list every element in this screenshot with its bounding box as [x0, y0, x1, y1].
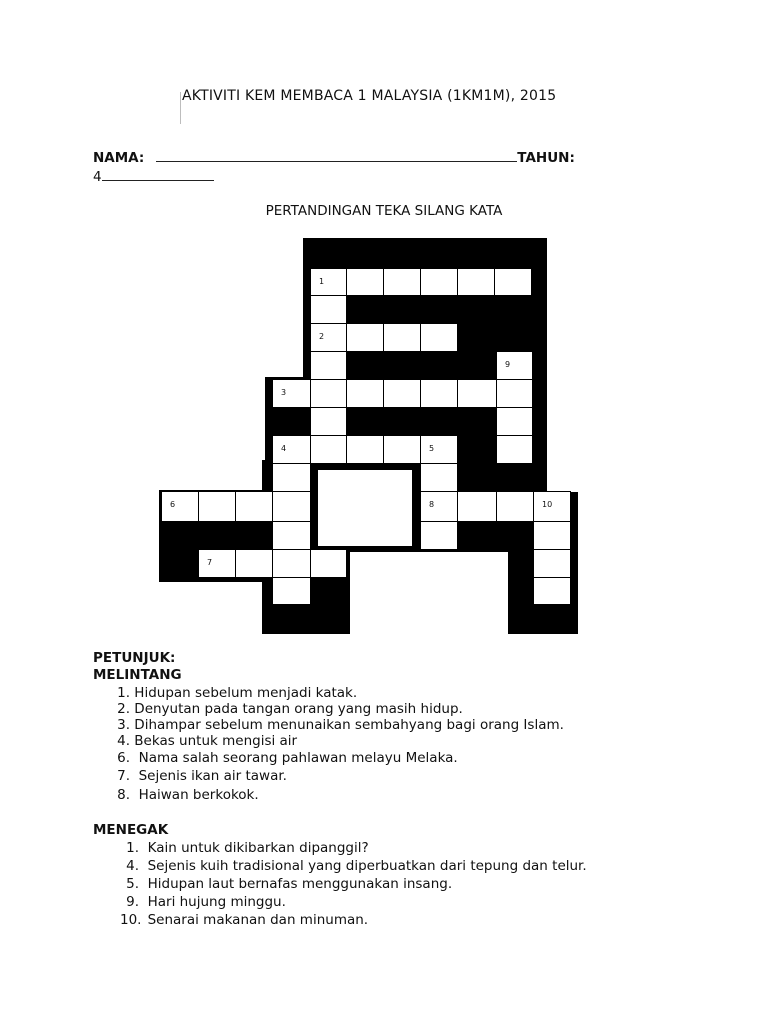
- grid-cell[interactable]: [496, 351, 533, 380]
- grid-cell[interactable]: [533, 521, 571, 550]
- clue-number: 3: [281, 388, 287, 397]
- grid-cell[interactable]: [310, 379, 347, 408]
- grid-cell[interactable]: [310, 323, 347, 352]
- puzzle-subtitle: PERTANDINGAN TEKA SILANG KATA: [265, 203, 503, 219]
- clue-number: 2: [319, 332, 325, 341]
- grid-cell[interactable]: [496, 407, 533, 436]
- clue-text: Dihampar sebelum menunaikan sembahyang bagi orang Islam.: [134, 717, 564, 733]
- grid-cell[interactable]: [420, 268, 458, 296]
- clue-number: 4: [281, 444, 287, 453]
- clue-text: Sejenis ikan air tawar.: [138, 768, 287, 784]
- name-blank-line[interactable]: [156, 149, 517, 162]
- list-item: [113, 701, 463, 717]
- clue-index: 3.: [117, 717, 130, 733]
- clue-index: 6.: [117, 750, 130, 766]
- grid-cell[interactable]: [310, 295, 347, 324]
- grid-cell[interactable]: [383, 323, 421, 352]
- grid-cell[interactable]: [457, 379, 497, 408]
- grid-cell[interactable]: [496, 435, 533, 464]
- grid-cell[interactable]: [161, 491, 199, 522]
- grid-cell[interactable]: [272, 435, 311, 464]
- grid-cell[interactable]: [310, 435, 347, 464]
- year-label: TAHUN:: [517, 150, 575, 166]
- clue-index: 4.: [126, 858, 139, 874]
- clue-index: 5.: [126, 876, 139, 892]
- list-item: [120, 912, 368, 928]
- grid-cell[interactable]: [383, 435, 421, 464]
- grid-cell[interactable]: [383, 379, 421, 408]
- grid-cell[interactable]: [533, 491, 571, 522]
- list-item: [120, 858, 587, 874]
- clue-text: Senarai makanan dan minuman.: [147, 912, 369, 928]
- grid-cell[interactable]: [272, 521, 311, 550]
- clue-text: Kain untuk dikibarkan dipanggil?: [147, 840, 369, 856]
- grid-cell[interactable]: [198, 491, 236, 522]
- name-label: NAMA:: [93, 150, 145, 166]
- clue-text: Hari hujung minggu.: [147, 894, 286, 910]
- clue-index: 1.: [126, 840, 139, 856]
- clue-number: 1: [319, 277, 325, 286]
- clue-number: 9: [505, 360, 511, 369]
- grid-cell[interactable]: [272, 379, 311, 408]
- clue-text: Nama salah seorang pahlawan melayu Melaka.: [138, 750, 458, 766]
- clue-text: Sejenis kuih tradisional yang diperbuatkan dari tepung dan telur.: [147, 858, 587, 874]
- list-item: [113, 768, 287, 784]
- grid-cell[interactable]: [383, 268, 421, 296]
- clue-number: 5: [429, 444, 435, 453]
- grid-cell[interactable]: [272, 491, 311, 522]
- grid-cell[interactable]: [420, 379, 458, 408]
- grid-cell[interactable]: [272, 577, 311, 605]
- grid-cell[interactable]: [496, 379, 533, 408]
- list-item: [113, 717, 564, 733]
- list-item: [113, 750, 458, 766]
- list-item: [113, 787, 259, 803]
- list-item: [120, 876, 452, 892]
- across-heading: MELINTANG: [93, 667, 182, 683]
- clue-number: 8: [429, 500, 435, 509]
- clue-index: 10.: [120, 912, 142, 928]
- year-blank-line[interactable]: [102, 168, 214, 181]
- grid-cell[interactable]: [198, 549, 236, 578]
- grid-cell[interactable]: [272, 463, 311, 492]
- document-title: AKTIVITI KEM MEMBACA 1 MALAYSIA (1KM1M), 2015: [182, 88, 557, 104]
- grid-cell[interactable]: [457, 268, 495, 296]
- clue-index: 1.: [117, 685, 130, 701]
- clue-text: Bekas untuk mengisi air: [134, 733, 298, 749]
- clues-heading: PETUNJUK:: [93, 650, 176, 666]
- clue-text: Haiwan berkokok.: [138, 787, 259, 803]
- list-item: [120, 840, 369, 856]
- clue-number: 7: [207, 558, 213, 567]
- clue-text: Denyutan pada tangan orang yang masih hidup.: [134, 701, 463, 717]
- text-cursor-mark: [180, 92, 181, 124]
- grid-cell[interactable]: [272, 549, 311, 578]
- clue-text: Hidupan laut bernafas menggunakan insang.: [147, 876, 453, 892]
- center-empty-box: [318, 470, 412, 546]
- clue-index: 7.: [117, 768, 130, 784]
- clue-index: 8.: [117, 787, 130, 803]
- grid-cell[interactable]: [346, 268, 384, 296]
- grid-cell[interactable]: [310, 407, 347, 436]
- list-item: [113, 685, 357, 701]
- down-heading: MENEGAK: [93, 822, 169, 838]
- grid-cell[interactable]: [310, 268, 347, 296]
- grid-cell[interactable]: [496, 491, 534, 522]
- list-item: [120, 894, 286, 910]
- clue-index: 2.: [117, 701, 130, 717]
- grid-cell[interactable]: [235, 549, 273, 578]
- clue-number: 10: [542, 500, 553, 509]
- clue-index: 9.: [126, 894, 139, 910]
- grid-cell[interactable]: [420, 323, 458, 352]
- grid-cell[interactable]: [420, 435, 458, 464]
- grid-cell[interactable]: [533, 549, 571, 578]
- year-value: 4: [93, 169, 102, 185]
- grid-cell[interactable]: [310, 351, 347, 380]
- grid-cell[interactable]: [235, 491, 273, 522]
- grid-cell[interactable]: [346, 435, 384, 464]
- clue-index: 4.: [117, 733, 130, 749]
- grid-cell[interactable]: [533, 577, 571, 605]
- name-row: [93, 149, 575, 166]
- clue-text: Hidupan sebelum menjadi katak.: [134, 685, 358, 701]
- grid-cell[interactable]: [346, 323, 384, 352]
- list-item: [113, 733, 297, 749]
- grid-cell[interactable]: [346, 379, 384, 408]
- grid-cell[interactable]: [420, 521, 458, 550]
- grid-cell[interactable]: [420, 491, 458, 522]
- grid-cell[interactable]: [457, 491, 497, 522]
- grid-cell[interactable]: [420, 463, 458, 492]
- year-value-row: [93, 168, 214, 185]
- clue-number: 6: [170, 500, 176, 509]
- grid-cell[interactable]: [310, 549, 347, 578]
- grid-cell[interactable]: [494, 268, 532, 296]
